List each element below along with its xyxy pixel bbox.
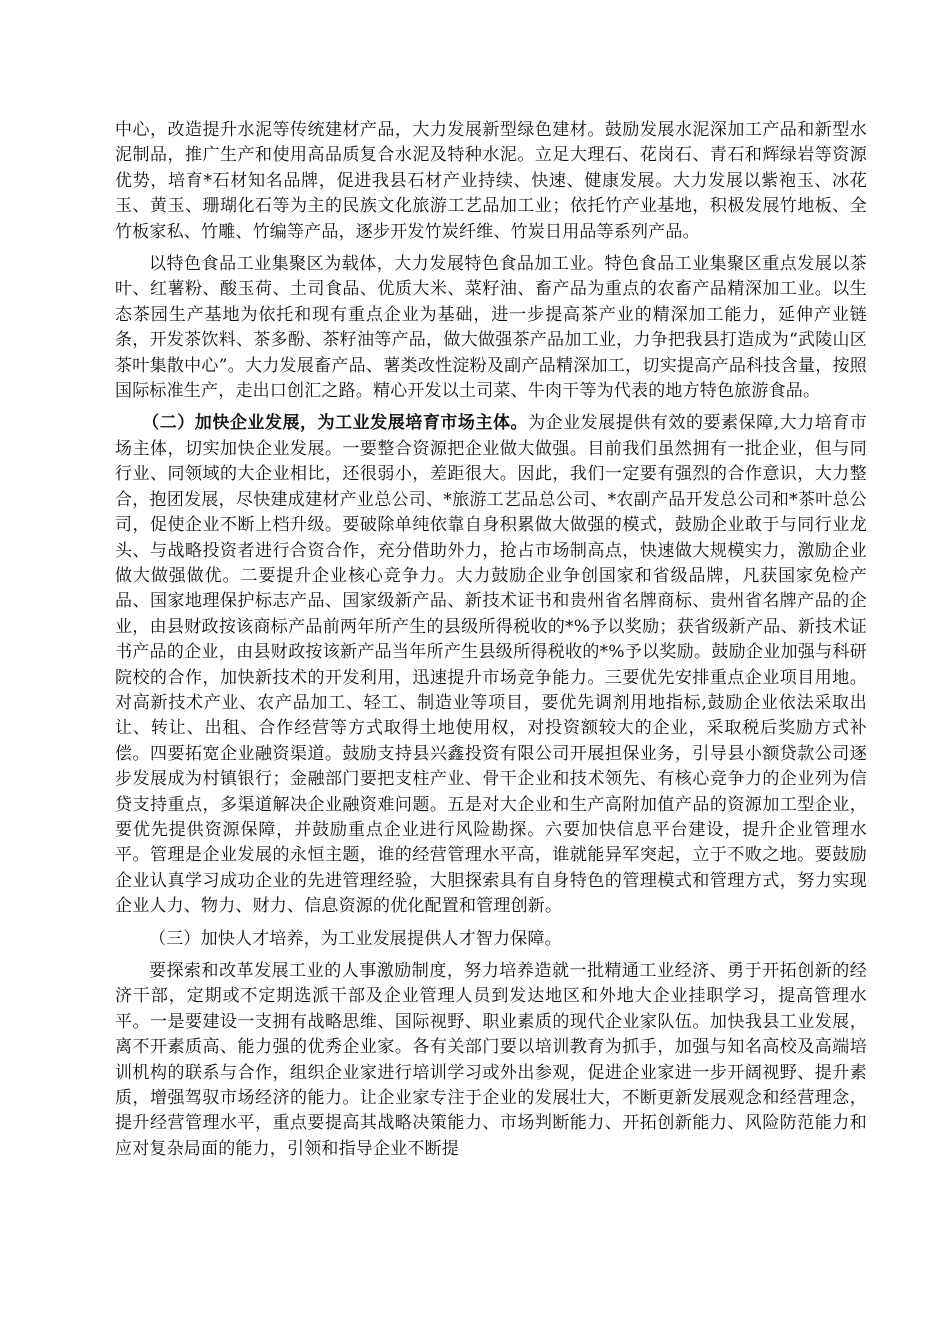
paragraph-building-materials: 中心，改造提升水泥等传统建材产品，大力发展新型绿色建材。鼓励发展水泥深加工产品和新型水泥制品，推广生产和使用高品质复合水泥及特种水泥。立足大理石、花岗石、青石和辉绿岩等资源优势，培育*石材知名品牌，促进我县石材产业持续、快速、健康发展。大力发展以紫袍玉、冰花玉、黄玉、珊瑚化石等为主的民族文化旅游工艺品加工业；依托竹产业基地，积极发展竹地板、全竹板家私、竹雕、竹编等产品，逐步开发竹炭纤维、竹炭日用品等系列产品。 [115, 120, 867, 242]
document-page [115, 118, 867, 1169]
section-heading-3: （三）加快人才培养，为工业发展提供人才智力保障。 [149, 928, 562, 949]
paragraph-food-industry: 以特色食品工业集聚区为载体，大力发展特色食品加工业。特色食品工业集聚区重点发展以茶叶、红薯粉、酸玉荷、土司食品、优质大米、菜籽油、畜产品为重点的农畜产品精深加工业。以生态茶园生产基地为依托和现有重点企业为基础，进一步提高茶产业的精深加工能力，延伸产业链条，开发茶饮料、茶多酚、茶籽油等产品，做大做强茶产品加工业，力争把我县打造成为“武陵山区茶叶集散中心”。大力发展畜产品、薯类改性淀粉及副产品精深加工，切实提高产品科技含量，按照国际标准生产，走出口创汇之路。精心开发以土司菜、牛肉干等为代表的地方特色旅游食品。 [115, 254, 867, 402]
section-heading-2: （二）加快企业发展，为工业发展培育市场主体。 [142, 413, 529, 434]
paragraph-enterprise-development [115, 411, 867, 919]
section-body-2: 为企业发展提供有效的要素保障,大力培育市场主体，切实加快企业发展。一要整合资源把企业做大做强。目前我们虽然拥有一批企业，但与同行业、同领域的大企业相比，还很弱小，差距很大。因此，我们一定要有强烈的合作意识，大力整合，抱团发展，尽快建成建材产业总公司、*旅游工艺品总公司、*农副产品开发总公司和*茶叶总公司，促使企业不断上档升级。要破除单纯依靠自身积累做大做强的模式，鼓励企业敢于与同行业龙头、与战略投资者进行合资合作，充分借助外力，抢占市场制高点，快速做大规模实力，激励企业做大做强做优。二要提升企业核心竞争力。大力鼓励企业争创国家和省级品牌，凡获国家免检产品、国家地理保护标志产品、国家级新产品、新技术证书和贵州省名牌商标、贵州省名牌产品的企业，由县财政按该商标产品前两年所产生的县级所得税收的*%予以奖励；获省级新产品、新技术证书产品的企业，由县财政按该新产品当年所产生县级所得税收的*%予以奖励。鼓励企业加强与科研院校的合作，加快新技术的开发利用，迅速提升市场竞争能力。三要优先安排重点企业项目用地。对高新技术产业、农产品加工、轻工、制造业等项目，要优先调剂用地指标,鼓励企业依法采取出让、转让、出租、合作经营等方式取得土地使用权，对投资额较大的企业，采取税后奖励方式补偿。四要拓宽企业融资渠道。鼓励支持县兴鑫投资有限公司开展担保业务，引导县小额贷款公司逐步发展成为村镇银行；金融部门要把支柱产业、骨干企业和技术领先、有核心竞争力的企业列为信贷支持重点，多渠道解决企业融资难问题。五是对大企业和生产高附加值产品的资源加工型企业，要优先提供资源保障，并鼓励重点企业进行风险勘探。六要加快信息平台建设，提升企业管理水平。管理是企业发展的永恒主题，谁的经营管理水平高，谁就能异军突起，立于不败之地。要鼓励企业认真学习成功企业的先进管理经验，大胆探索具有自身特色的管理模式和管理方式，努力实现企业人力、物力、财力、信息资源的优化配置和管理创新。 [115, 413, 868, 917]
paragraph-talent-training: 要探索和改革发展工业的人事激励制度，努力培养造就一批精通工业经济、勇于开拓创新的经济干部，定期或不定期选派干部及企业管理人员到发达地区和外地大企业挂职学习，提高管理水平。一是要建设一支拥有战略思维、国际视野、职业素质的现代企业家队伍。加快我县工业发展，离不开素质高、能力强的优秀企业家。各有关部门要以培训教育为抓手，加强与知名高校及高端培训机构的联系与合作，组织企业家进行培训学习或外出参观，促进企业家进一步开阔视野、提升素质，增强驾驭市场经济的能力。让企业家专注于企业的发展壮大，不断更新发展观念和经营理念，提升经营管理水平，重点要提高其战略决策能力、市场判断能力、开拓创新能力、风险防范能力和应对复杂局面的能力，引领和指导企业不断提 [115, 961, 867, 1159]
